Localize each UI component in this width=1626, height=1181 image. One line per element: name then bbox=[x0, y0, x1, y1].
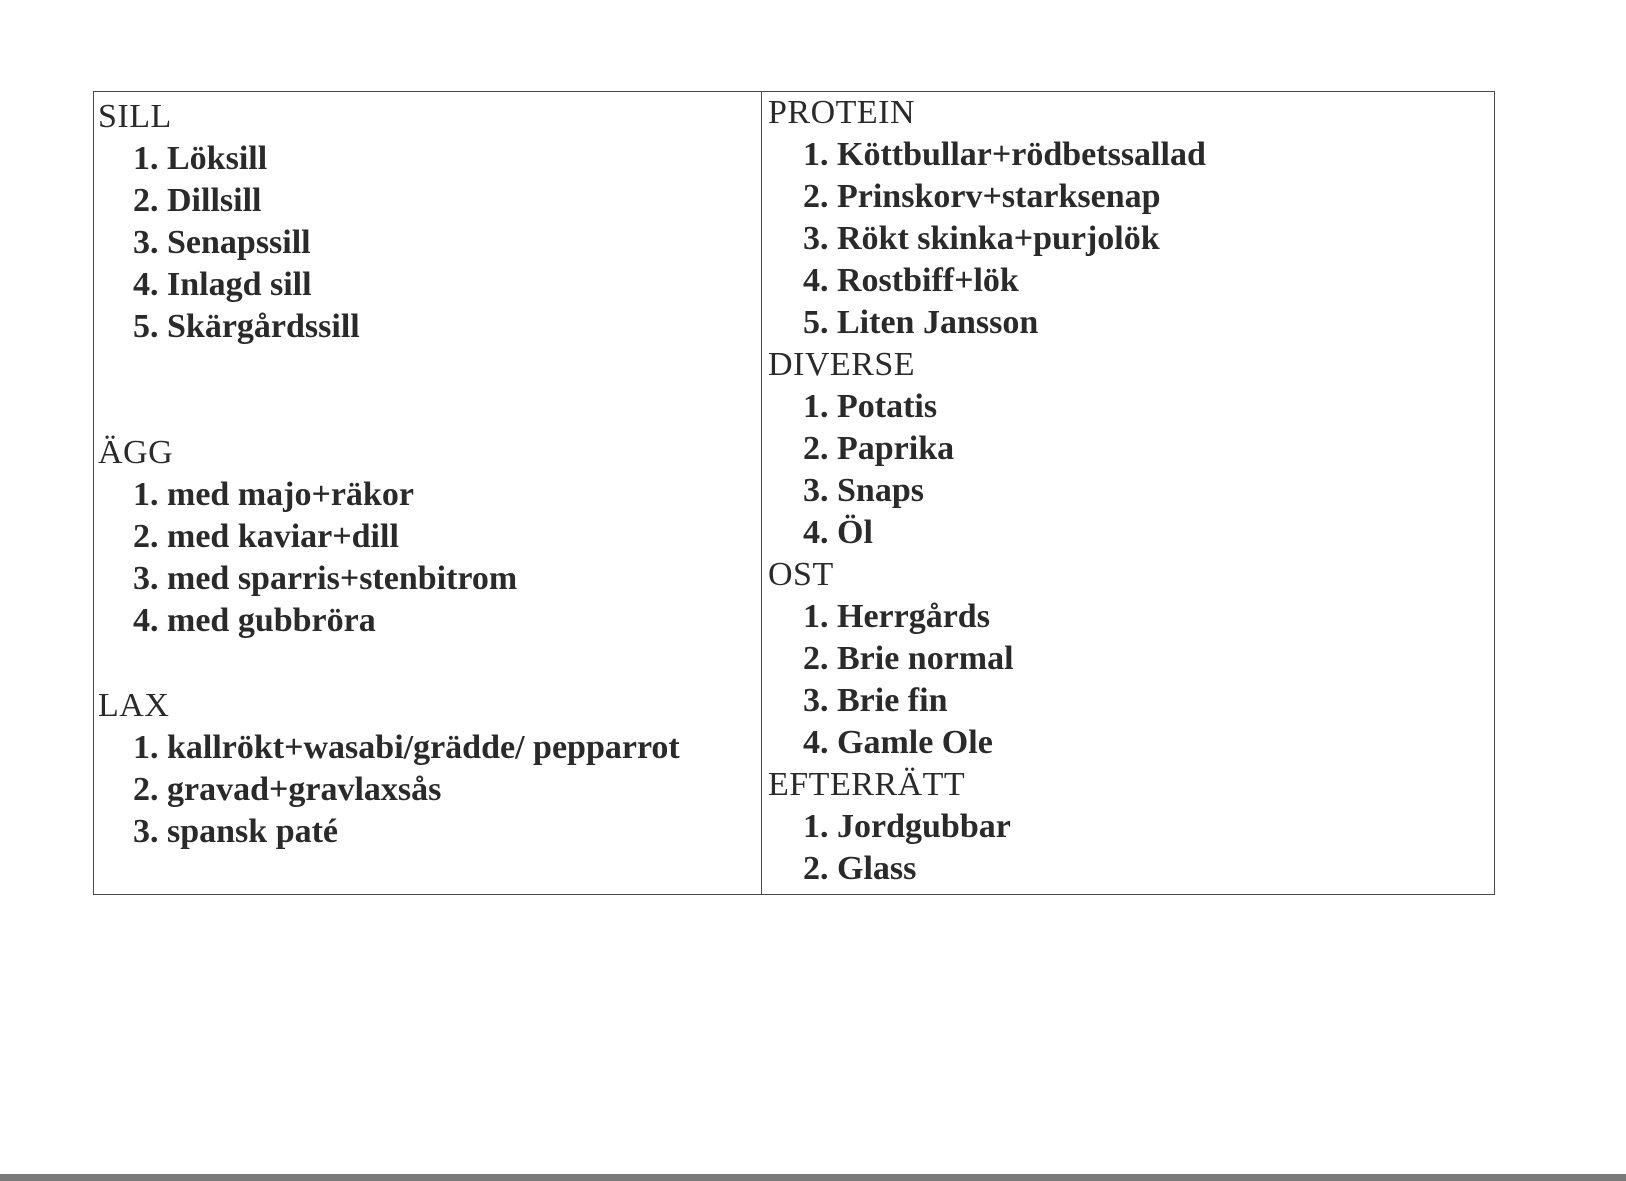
menu-item: 1. Köttbullar+rödbetssallad bbox=[803, 136, 1206, 173]
section-heading-agg: ÄGG bbox=[98, 434, 174, 471]
section-heading-diverse: DIVERSE bbox=[768, 346, 916, 383]
section-heading-lax: LAX bbox=[98, 687, 170, 724]
menu-item: 4. Inlagd sill bbox=[133, 266, 312, 303]
menu-item: 2. Prinskorv+starksenap bbox=[803, 178, 1161, 215]
menu-item: 1. kallrökt+wasabi/grädde/ pepparrot bbox=[133, 729, 680, 766]
menu-table bbox=[93, 91, 1495, 895]
menu-item: 2. Brie normal bbox=[803, 640, 1014, 677]
section-heading-efterratt: EFTERRÄTT bbox=[768, 766, 966, 803]
menu-item: 4. Gamle Ole bbox=[803, 724, 993, 761]
menu-item: 4. Öl bbox=[803, 514, 873, 551]
menu-item: 2. Paprika bbox=[803, 430, 955, 467]
menu-column-left bbox=[94, 92, 762, 894]
menu-item: 5. Liten Jansson bbox=[803, 304, 1039, 341]
menu-column-right bbox=[762, 92, 1494, 894]
menu-item: 3. Senapssill bbox=[133, 224, 311, 261]
scan-edge-band bbox=[0, 1174, 1626, 1181]
menu-item: 3. Snaps bbox=[803, 472, 924, 509]
menu-item: 1. Herrgårds bbox=[803, 598, 990, 635]
menu-item: 4. Rostbiff+lök bbox=[803, 262, 1019, 299]
menu-item: 2. Glass bbox=[803, 850, 917, 887]
menu-item: 1. med majo+räkor bbox=[133, 476, 414, 513]
menu-item: 3. med sparris+stenbitrom bbox=[133, 560, 518, 597]
menu-item: 4. med gubbröra bbox=[133, 602, 376, 639]
menu-item: 1. Löksill bbox=[133, 140, 268, 177]
menu-item: 3. Brie fin bbox=[803, 682, 948, 719]
menu-item: 1. Potatis bbox=[803, 388, 938, 425]
menu-item: 3. Rökt skinka+purjolök bbox=[803, 220, 1160, 257]
section-heading-ost: OST bbox=[768, 556, 834, 593]
section-heading-sill: SILL bbox=[98, 98, 172, 135]
menu-item: 2. med kaviar+dill bbox=[133, 518, 399, 555]
menu-item: 5. Skärgårdssill bbox=[133, 308, 360, 345]
menu-item: 2. gravad+gravlaxsås bbox=[133, 771, 442, 808]
menu-item: 3. spansk paté bbox=[133, 813, 339, 850]
menu-item: 2. Dillsill bbox=[133, 182, 262, 219]
menu-item: 1. Jordgubbar bbox=[803, 808, 1011, 845]
section-heading-protein: PROTEIN bbox=[768, 94, 916, 131]
